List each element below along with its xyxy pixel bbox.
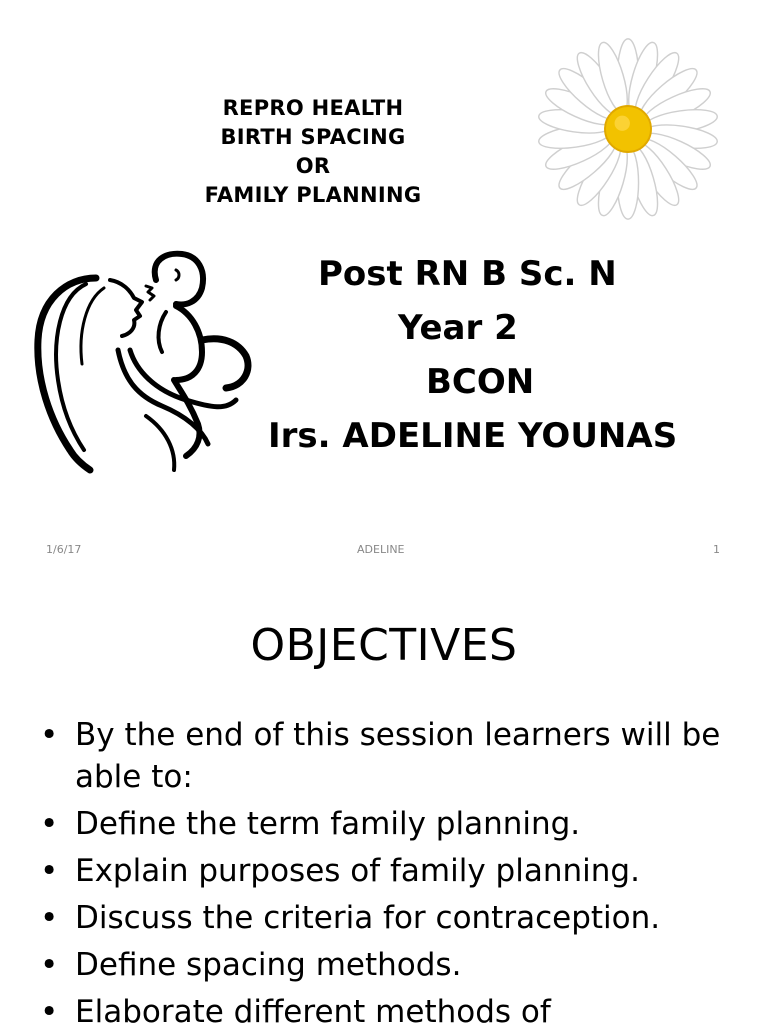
mother-baby-silhouette-image: [26, 240, 262, 480]
topic-heading: [150, 94, 476, 210]
presenter-name: Irs. ADELINE YOUNAS: [268, 416, 678, 456]
list-item-text: Define spacing methods.: [75, 947, 462, 983]
slide-date: 1/6/17: [46, 543, 82, 556]
institution-line: BCON: [426, 362, 535, 402]
topic-line: FAMILY PLANNING: [204, 183, 422, 207]
topic-line: OR: [295, 154, 331, 178]
list-item-text: Elaborate different methods of: [75, 994, 551, 1024]
objectives-list: [40, 714, 740, 1024]
daisy-flower-image: [532, 36, 724, 222]
topic-line: REPRO HEALTH: [222, 96, 404, 120]
list-item-text: Explain purposes of family planning.: [75, 853, 640, 889]
slide-page-number: 1: [713, 543, 720, 556]
list-item-text: Define the term family planning.: [75, 806, 581, 842]
bullet-icon: •: [40, 994, 59, 1024]
list-item: [40, 850, 740, 892]
bullet-icon: •: [40, 806, 59, 842]
bullet-icon: •: [40, 900, 59, 936]
bullet-icon: •: [40, 717, 59, 753]
list-item-text: Discuss the criteria for contraception.: [75, 900, 661, 936]
list-item: [40, 897, 740, 939]
course-line: Post RN B Sc. N: [318, 254, 617, 294]
topic-line: BIRTH SPACING: [220, 125, 406, 149]
bullet-icon: •: [40, 947, 59, 983]
bullet-icon: •: [40, 853, 59, 889]
year-line: Year 2: [398, 308, 518, 348]
list-item: [40, 991, 740, 1024]
slide-title: OBJECTIVES: [250, 620, 518, 671]
slide-footer-author: ADELINE: [357, 543, 405, 556]
list-item: [40, 944, 740, 986]
objectives-slide: [0, 576, 768, 1024]
list-item: [40, 714, 740, 798]
list-item-text: By the end of this session learners will be able to:: [75, 717, 721, 795]
list-item: [40, 803, 740, 845]
